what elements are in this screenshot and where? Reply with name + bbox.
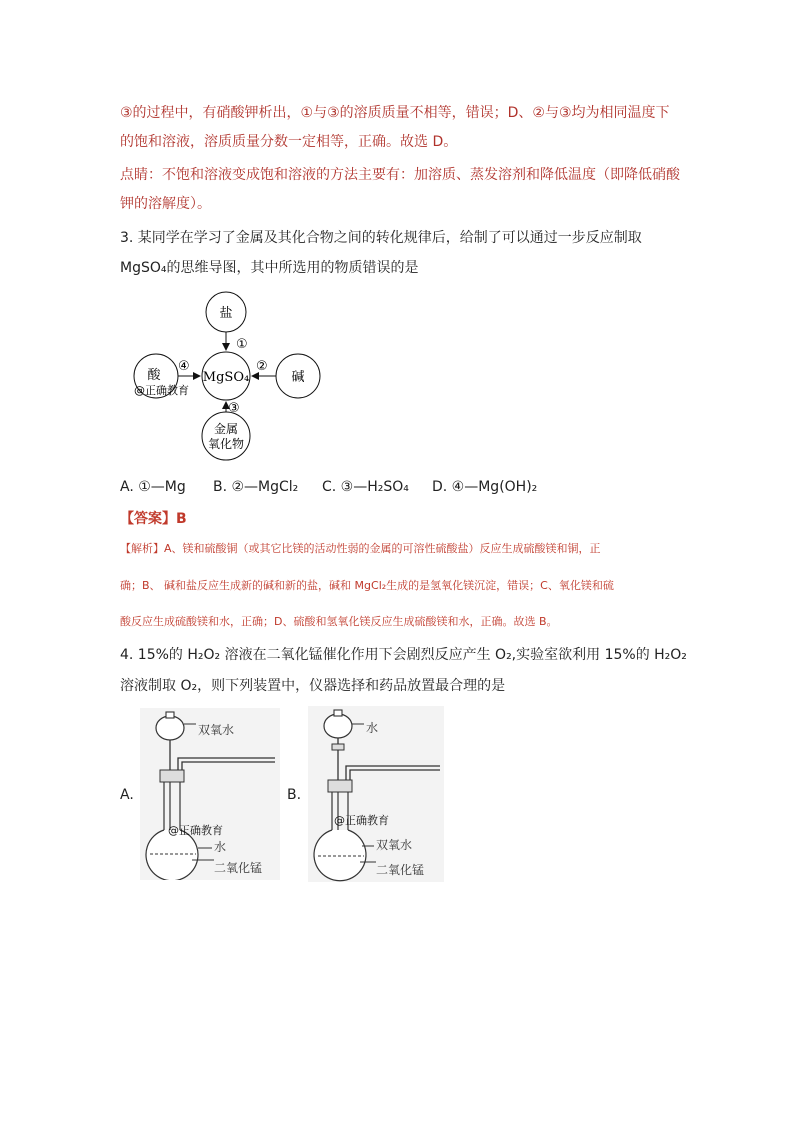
- q4-apparatus-a: [140, 708, 280, 880]
- label-manganese-dioxide: 二氧化锰: [376, 863, 425, 877]
- q3-mind-map-diagram: [120, 290, 340, 462]
- q4-stem-line-2: 溶液制取 O₂，则下列装置中，仪器选择和药品放置最合理的是: [120, 678, 506, 694]
- q4-option-b-label: B.: [287, 787, 302, 803]
- node-mgso4-label: MgSO₄: [202, 370, 250, 385]
- node-metal-oxide-label-1: 金属: [213, 422, 239, 436]
- watermark: @正确教育: [134, 384, 189, 397]
- node-salt-label: 盐: [219, 306, 233, 321]
- q4-apparatus-b: [308, 706, 444, 882]
- arrow-num-4: ④: [178, 359, 190, 374]
- q3-option-d: D. ④—Mg(OH)₂: [432, 479, 538, 495]
- q3-stem-line-1: 3. 某同学在学习了金属及其化合物之间的转化规律后，给制了可以通过一步反应制取: [120, 230, 642, 246]
- tip-line-2: 钾的溶解度）。: [120, 196, 211, 212]
- tip-line-1: 点睛：不饱和溶液变成饱和溶液的方法主要有：加溶质、蒸发溶剂和降低温度（即降低硝酸: [120, 167, 680, 183]
- q3-stem-line-2: MgSO₄的思维导图，其中所选用的物质错误的是: [120, 260, 419, 276]
- label-hydrogen-peroxide: 双氧水: [198, 723, 235, 737]
- arrow-num-2: ②: [256, 359, 268, 374]
- label-water: 水: [366, 721, 379, 735]
- answer-label: 【答案】: [120, 511, 176, 527]
- q3-answer: [120, 509, 187, 529]
- explanation-line-2: 的饱和溶液，溶质质量分数一定相等，正确。故选 D。: [120, 134, 458, 150]
- watermark: @正确教育: [168, 824, 223, 837]
- watermark: @正确教育: [334, 814, 389, 827]
- label-hydrogen-peroxide: 双氧水: [376, 838, 413, 852]
- node-metal-oxide-label-2: 氧化物: [207, 437, 245, 451]
- node-base-label: 碱: [291, 370, 305, 385]
- q4-stem-line-1: 4. 15%的 H₂O₂ 溶液在二氧化锰催化作用下会剧烈反应产生 O₂,实验室欲利用 15%的 H₂O₂: [120, 647, 687, 663]
- arrow-num-3: ③: [228, 401, 240, 416]
- explanation-line-1: ③的过程中，有硝酸钾析出，①与③的溶质质量不相等，错误；D、②与③均为相同温度下: [120, 105, 670, 121]
- q3-option-c: C. ③—H₂SO₄: [322, 479, 409, 495]
- node-metal-oxide: [202, 412, 250, 460]
- arrow-num-1: ①: [236, 337, 248, 352]
- node-acid-label: 酸: [147, 368, 161, 383]
- q3-analysis-line-3: 酸反应生成硫酸镁和水，正确；D、硫酸和氢氧化镁反应生成硫酸镁和水，正确。故选 B。: [120, 615, 558, 628]
- q3-option-a: A. ①—Mg: [120, 479, 186, 495]
- q3-option-b: B. ②—MgCl₂: [213, 479, 299, 495]
- q4-option-a-label: A.: [120, 787, 134, 803]
- answer-value: B: [176, 511, 187, 527]
- q3-analysis-line-1: 【解析】A、镁和硫酸铜（或其它比镁的活动性弱的金属的可溶性硫酸盐）反应生成硫酸镁和铜，正: [120, 542, 601, 555]
- q3-analysis-line-2: 确；B、 碱和盐反应生成新的碱和新的盐，碱和 MgCl₂生成的是氢氧化镁沉淀，错误；C、氧化镁和硫: [120, 579, 614, 592]
- label-manganese-dioxide: 二氧化锰: [214, 861, 263, 875]
- label-water: 水: [214, 840, 227, 854]
